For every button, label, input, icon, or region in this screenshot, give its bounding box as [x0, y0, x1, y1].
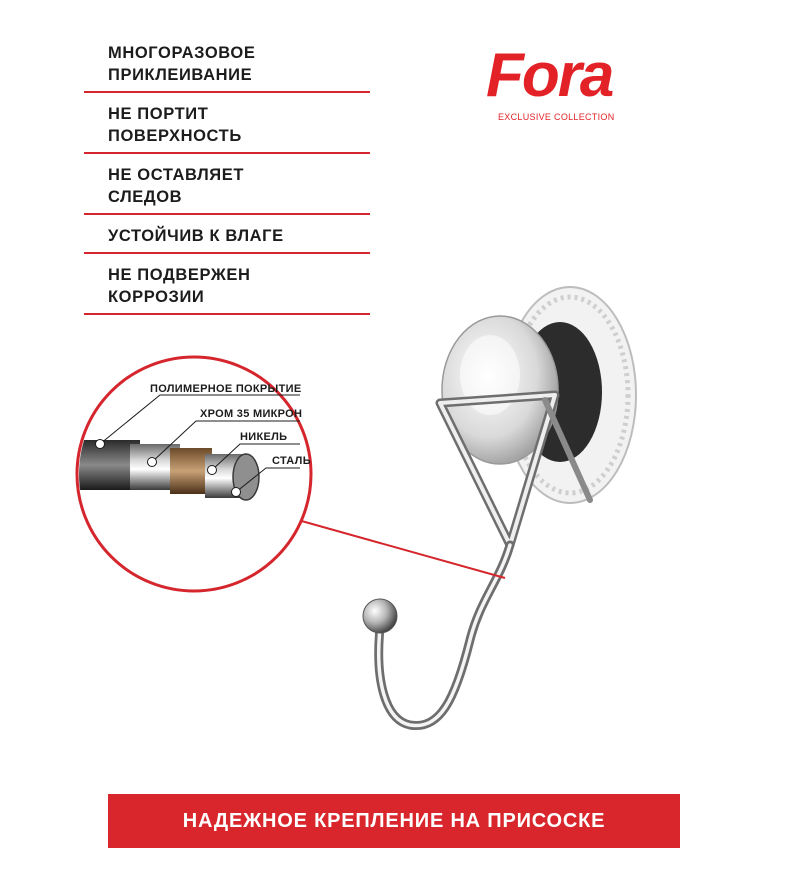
feature-line: НЕ ПОРТИТ [108, 105, 209, 123]
feature-line: КОРРОЗИИ [108, 288, 205, 306]
layer-label-chrome: ХРОМ 35 МИКРОН [200, 408, 303, 420]
bottom-banner [108, 794, 680, 848]
banner-text: НАДЕЖНОЕ КРЕПЛЕНИЕ НА ПРИСОСКЕ [182, 809, 606, 832]
layer-label-nickel: НИКЕЛЬ [240, 431, 288, 443]
feature-line: ПРИКЛЕИВАНИЕ [108, 66, 253, 84]
feature-line: МНОГОРАЗОВОЕ [108, 44, 256, 62]
feature-line: СЛЕДОВ [108, 188, 183, 206]
brand-name: Fora [486, 41, 613, 110]
layer-label-polymer: ПОЛИМЕРНОЕ ПОКРЫТИЕ [150, 383, 302, 395]
brand-tagline: EXCLUSIVE COLLECTION [498, 112, 615, 122]
feature-line: УСТОЙЧИВ К ВЛАГЕ [108, 227, 284, 245]
hook-ball [363, 599, 397, 633]
feature-line: НЕ ПОДВЕРЖЕН [108, 266, 251, 284]
callout-line [298, 520, 505, 578]
feature-line: ПОВЕРХНОСТЬ [108, 127, 242, 145]
feature-line: НЕ ОСТАВЛЯЕТ [108, 166, 245, 184]
layer-label-steel: СТАЛЬ [272, 455, 311, 467]
